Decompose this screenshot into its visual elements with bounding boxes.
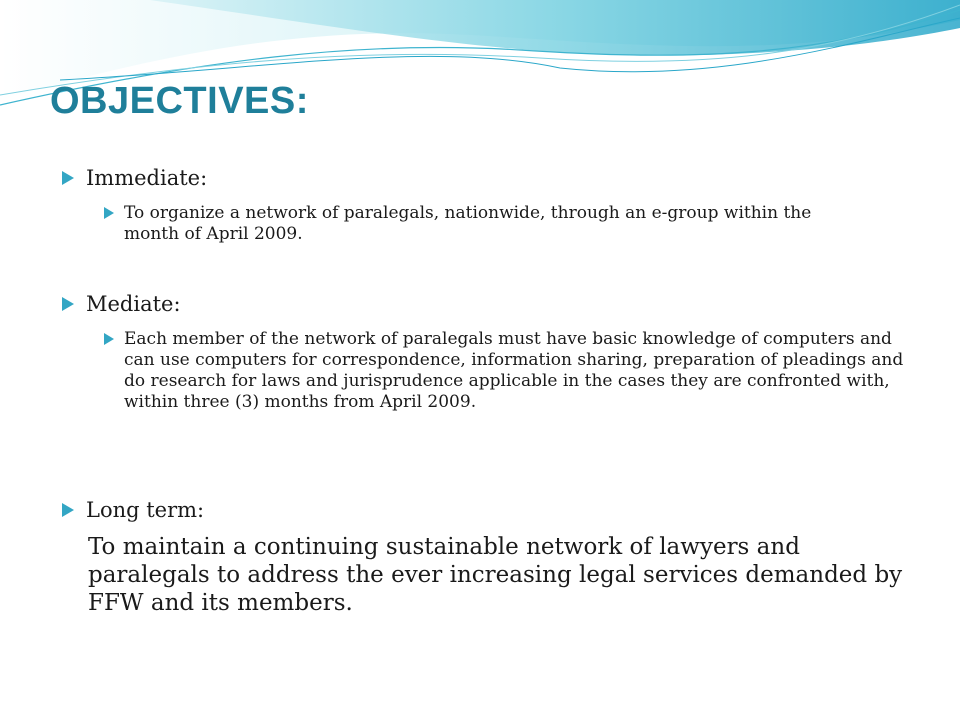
bullet-arrow-icon	[104, 333, 114, 345]
bullet-text: To organize a network of paralegals, nationwide, through an e-group within the month of April 2009.	[124, 203, 812, 244]
bullet-arrow-icon	[62, 297, 74, 311]
section-long-term	[62, 497, 204, 523]
section-immediate	[62, 165, 207, 191]
long-term-paragraph: To maintain a continuing sustainable network of lawyers and paralegals to address the ever increasing legal services demanded by FFW and its members.	[88, 534, 903, 616]
bullet-text: Each member of the network of paralegals must have basic knowledge of computers and can use computers for correspondence, information sharing, preparation of pleadings and do research for laws and jurisprudence applicable in the cases they are confronted with, within three (3) months from April 2009.	[124, 329, 904, 412]
section-label: Mediate:	[86, 292, 181, 316]
sub-bullet-immediate	[104, 203, 854, 245]
section-mediate	[62, 291, 181, 317]
section-label: Long term:	[86, 498, 205, 522]
section-label: Immediate:	[86, 166, 208, 190]
slide-title: OBJECTIVES:	[50, 80, 309, 122]
bullet-arrow-icon	[62, 503, 74, 517]
sub-bullet-mediate	[104, 329, 904, 413]
bullet-arrow-icon	[62, 171, 74, 185]
bullet-arrow-icon	[104, 207, 114, 219]
